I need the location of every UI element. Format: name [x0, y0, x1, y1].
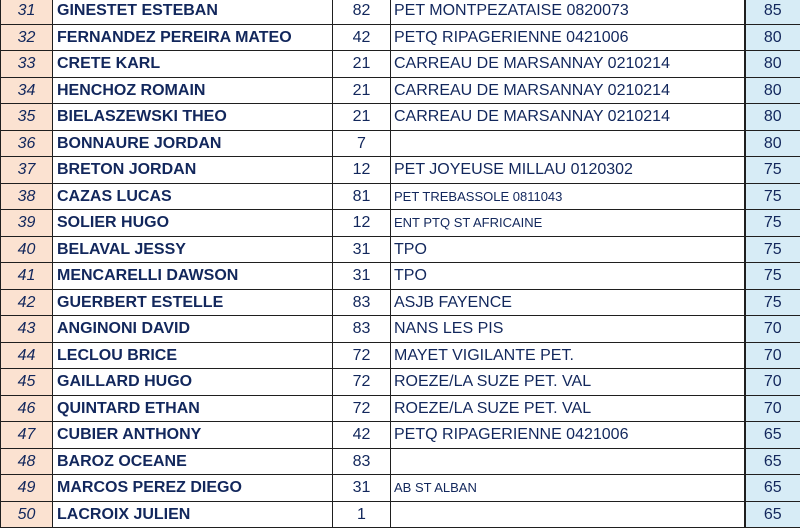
player-name-cell: GUERBERT ESTELLE: [53, 289, 333, 316]
rank-cell: 43: [1, 316, 53, 343]
department-cell: 31: [333, 263, 391, 290]
department-cell: 72: [333, 369, 391, 396]
points-cell: 75: [745, 210, 800, 237]
club-cell: [391, 501, 745, 528]
club-cell: CARREAU DE MARSANNAY 0210214: [391, 104, 745, 131]
rank-cell: 35: [1, 104, 53, 131]
department-cell: 83: [333, 316, 391, 343]
rank-cell: 47: [1, 422, 53, 449]
club-cell: ROEZE/LA SUZE PET. VAL: [391, 395, 745, 422]
player-name-cell: FERNANDEZ PEREIRA MATEO: [53, 24, 333, 51]
player-name-cell: BRETON JORDAN: [53, 157, 333, 184]
department-cell: 72: [333, 395, 391, 422]
points-cell: 80: [745, 77, 800, 104]
club-cell: PET TREBASSOLE 0811043: [391, 183, 745, 210]
points-cell: 65: [745, 501, 800, 528]
rank-cell: 39: [1, 210, 53, 237]
club-cell: NANS LES PIS: [391, 316, 745, 343]
player-name-cell: BONNAURE JORDAN: [53, 130, 333, 157]
rank-cell: 36: [1, 130, 53, 157]
club-cell: CARREAU DE MARSANNAY 0210214: [391, 51, 745, 78]
ranking-table-body: [1, 0, 800, 528]
player-name-cell: ANGINONI DAVID: [53, 316, 333, 343]
table-row: [1, 236, 800, 263]
player-name-cell: CUBIER ANTHONY: [53, 422, 333, 449]
department-cell: 83: [333, 448, 391, 475]
club-cell: PET JOYEUSE MILLAU 0120302: [391, 157, 745, 184]
points-cell: 75: [745, 183, 800, 210]
points-cell: 85: [745, 0, 800, 24]
points-cell: 65: [745, 422, 800, 449]
table-row: [1, 130, 800, 157]
table-row: [1, 0, 800, 24]
club-cell: TPO: [391, 263, 745, 290]
player-name-cell: QUINTARD ETHAN: [53, 395, 333, 422]
club-cell: [391, 448, 745, 475]
department-cell: 42: [333, 24, 391, 51]
points-cell: 80: [745, 51, 800, 78]
club-cell: PETQ RIPAGERIENNE 0421006: [391, 24, 745, 51]
points-cell: 75: [745, 289, 800, 316]
rank-cell: 50: [1, 501, 53, 528]
player-name-cell: SOLIER HUGO: [53, 210, 333, 237]
table-row: [1, 77, 800, 104]
player-name-cell: BELAVAL JESSY: [53, 236, 333, 263]
club-cell: PETQ RIPAGERIENNE 0421006: [391, 422, 745, 449]
points-cell: 70: [745, 395, 800, 422]
department-cell: 12: [333, 157, 391, 184]
points-cell: 75: [745, 157, 800, 184]
points-cell: 70: [745, 342, 800, 369]
points-cell: 80: [745, 24, 800, 51]
points-cell: 80: [745, 130, 800, 157]
department-cell: 83: [333, 289, 391, 316]
club-cell: PET MONTPEZATAISE 0820073: [391, 0, 745, 24]
rank-cell: 42: [1, 289, 53, 316]
rank-cell: 41: [1, 263, 53, 290]
table-row: [1, 183, 800, 210]
player-name-cell: BAROZ OCEANE: [53, 448, 333, 475]
rank-cell: 34: [1, 77, 53, 104]
rank-cell: 44: [1, 342, 53, 369]
department-cell: 72: [333, 342, 391, 369]
department-cell: 1: [333, 501, 391, 528]
rank-cell: 33: [1, 51, 53, 78]
table-row: [1, 263, 800, 290]
player-name-cell: CAZAS LUCAS: [53, 183, 333, 210]
points-cell: 65: [745, 475, 800, 502]
department-cell: 31: [333, 236, 391, 263]
table-row: [1, 369, 800, 396]
player-name-cell: LECLOU BRICE: [53, 342, 333, 369]
table-row: [1, 24, 800, 51]
player-name-cell: HENCHOZ ROMAIN: [53, 77, 333, 104]
rank-cell: 38: [1, 183, 53, 210]
rank-cell: 46: [1, 395, 53, 422]
club-cell: ENT PTQ ST AFRICAINE: [391, 210, 745, 237]
club-cell: ASJB FAYENCE: [391, 289, 745, 316]
table-row: [1, 210, 800, 237]
table-row: [1, 501, 800, 528]
points-cell: 70: [745, 316, 800, 343]
club-cell: [391, 130, 745, 157]
rank-cell: 37: [1, 157, 53, 184]
club-cell: CARREAU DE MARSANNAY 0210214: [391, 77, 745, 104]
table-row: [1, 157, 800, 184]
points-cell: 65: [745, 448, 800, 475]
club-cell: AB ST ALBAN: [391, 475, 745, 502]
player-name-cell: LACROIX JULIEN: [53, 501, 333, 528]
points-cell: 75: [745, 263, 800, 290]
department-cell: 81: [333, 183, 391, 210]
department-cell: 82: [333, 0, 391, 24]
department-cell: 21: [333, 51, 391, 78]
rank-cell: 40: [1, 236, 53, 263]
club-cell: MAYET VIGILANTE PET.: [391, 342, 745, 369]
table-row: [1, 289, 800, 316]
player-name-cell: MENCARELLI DAWSON: [53, 263, 333, 290]
rank-cell: 45: [1, 369, 53, 396]
player-name-cell: BIELASZEWSKI THEO: [53, 104, 333, 131]
table-row: [1, 51, 800, 78]
table-row: [1, 448, 800, 475]
player-name-cell: GINESTET ESTEBAN: [53, 0, 333, 24]
player-name-cell: CRETE KARL: [53, 51, 333, 78]
points-cell: 70: [745, 369, 800, 396]
department-cell: 31: [333, 475, 391, 502]
table-row: [1, 316, 800, 343]
points-cell: 75: [745, 236, 800, 263]
department-cell: 21: [333, 104, 391, 131]
department-cell: 21: [333, 77, 391, 104]
rank-cell: 48: [1, 448, 53, 475]
club-cell: ROEZE/LA SUZE PET. VAL: [391, 369, 745, 396]
club-cell: TPO: [391, 236, 745, 263]
department-cell: 42: [333, 422, 391, 449]
table-row: [1, 395, 800, 422]
rank-cell: 31: [1, 0, 53, 24]
rank-cell: 49: [1, 475, 53, 502]
department-cell: 12: [333, 210, 391, 237]
table-row: [1, 422, 800, 449]
table-row: [1, 475, 800, 502]
player-name-cell: GAILLARD HUGO: [53, 369, 333, 396]
department-cell: 7: [333, 130, 391, 157]
player-name-cell: MARCOS PEREZ DIEGO: [53, 475, 333, 502]
rank-cell: 32: [1, 24, 53, 51]
points-cell: 80: [745, 104, 800, 131]
table-row: [1, 342, 800, 369]
table-row: [1, 104, 800, 131]
